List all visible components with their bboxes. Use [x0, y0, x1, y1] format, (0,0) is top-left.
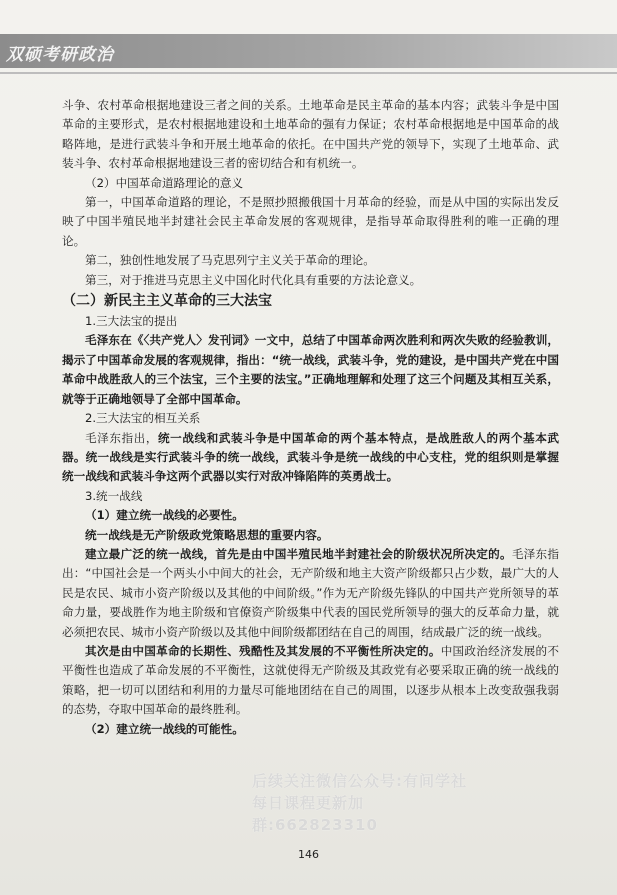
paragraph: 第二，独创性地发展了马克思列宁主义关于革命的理论。: [85, 253, 375, 268]
paragraph: [62, 429, 559, 487]
paragraph: 斗争、农村革命根据地建设三者之间的关系。土地革命是民主革命的基本内容；武装斗争是中国革命的主要形式，是农村根据地建设和土地革命的强有力保证；农村革命根据地是中国革命的战略阵地，是进行武装斗争和开展土地革命的依托。在中国共产党的领导下，实现了土地革命、武装斗争、农村革命根据地建设三者的密切结合和有机统一。: [62, 98, 559, 171]
paragraph: 第一，中国革命道路的理论，不是照抄照搬俄国十月革命的经验，而是从中国的实际出发反映了中国半殖民地半封建社会民主革命发展的客观规律，是指导革命取得胜利的唯一正确的理论。: [62, 195, 559, 248]
paragraph-emphasis: 其次是由中国革命的长期性、残酷性及其发展的不平衡性所决定的。: [85, 643, 441, 658]
watermark-line: 每日课程更新加群:662823310: [252, 794, 378, 834]
page-number: 146: [298, 848, 319, 861]
body-text: [62, 96, 559, 739]
subheading: 3.统一战线: [85, 488, 143, 503]
paragraph: [62, 642, 559, 720]
subheading: （2）中国革命道路理论的意义: [85, 175, 244, 190]
paragraph-body: 毛泽东指出：“中国社会是一个两头小中间大的社会，无产阶级和地主大资产阶级都只占少数，最广大的人民是农民、城市小资产阶级以及其他的中间阶级。”作为无产阶级先锋队的中国共产党所领导的革命力量，要战胜作为地主阶级和官僚资产阶级集中代表的国民党所领导的强大的反革命力量，就必须把农民、城市小资产阶级以及其他中间阶级都团结在自己的周围，结成最广泛的统一战线。: [62, 546, 559, 639]
paragraph-emphasis: 统一战线和武装斗争是中国革命的两个基本特点，是战胜敌人的两个基本武器。统一战线是实行武装斗争的统一战线，武装斗争是统一战线的中心支柱，党的组织则是掌握统一战线和武装斗争这两个武器以实行对敌冲锋陷阵的英勇战士。: [62, 430, 559, 484]
subheading: 1.三大法宝的提出: [85, 314, 178, 329]
paragraph-emphasis: 建立最广泛的统一战线，首先是由中国半殖民地半封建社会的阶级状况所决定的。: [85, 546, 512, 561]
paragraph: 毛泽东在《〈共产党人〉发刊词》一文中，总结了中国革命两次胜利和两次失败的经验教训，揭示了中国革命发展的客观规律，指出：“统一战线，武装斗争，党的建设，是中国共产党在中国革命中战胜敌人的三个法宝，三个主要的法宝。”正确地理解和处理了这三个问题及其相互关系，就等于正确地领导了全部中国革命。: [62, 333, 559, 406]
watermark-line: 后续关注微信公众号:有间学社: [252, 772, 467, 790]
paragraph: 第三，对于推进马克思主义中国化时代化具有重要的方法论意义。: [85, 272, 422, 287]
paragraph-lead: 毛泽东指出，: [85, 430, 159, 445]
subheading: （1）建立统一战线的必要性。: [85, 508, 244, 523]
watermark: [252, 770, 472, 836]
section-heading: （二）新民主主义革命的三大法宝: [62, 293, 272, 310]
subheading: （2）建立统一战线的可能性。: [85, 721, 244, 736]
paragraph-body: 中国政治经济发展的不平衡性也造成了革命发展的不平衡性，这就使得无产阶级及其政党有必要采取正确的统一战线的策略，把一切可以团结和利用的力量尽可能地团结在自己的周围，以逐步从根本上改变敌强我弱的态势，夺取中国革命的最终胜利。: [62, 643, 559, 717]
subheading: 2.三大法宝的相互关系: [85, 411, 201, 426]
paragraph: 统一战线是无产阶级政党策略思想的重要内容。: [85, 527, 329, 542]
paragraph: [62, 545, 559, 642]
header-divider: [0, 72, 617, 74]
running-header-title: 双硕考研政治: [6, 45, 114, 65]
